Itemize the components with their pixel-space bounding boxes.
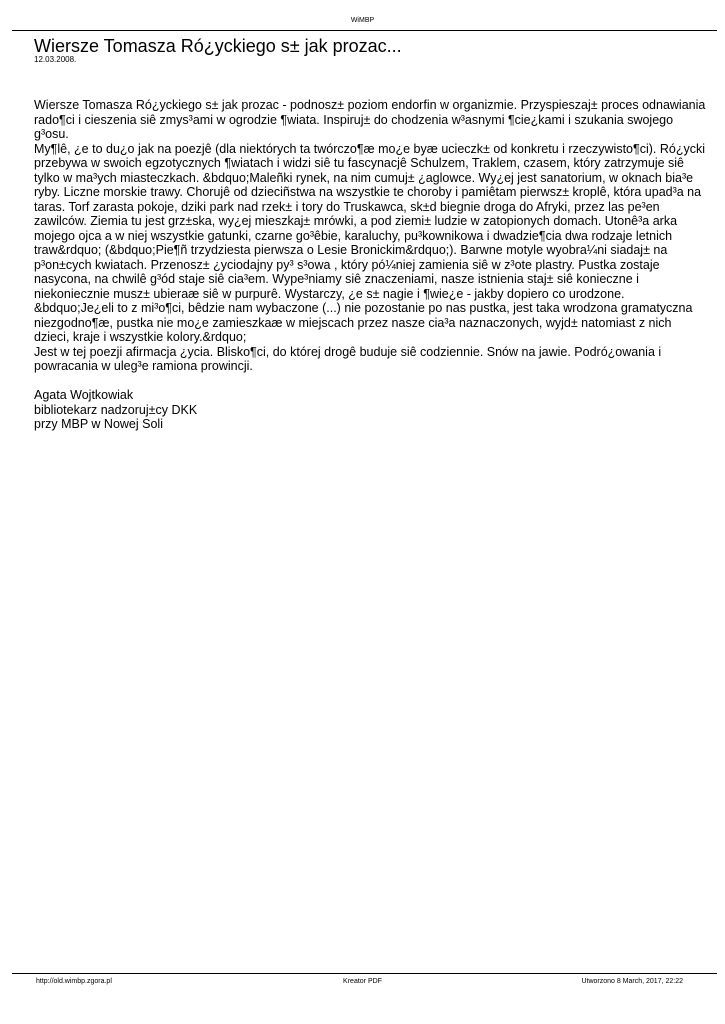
footer-created: Utworzono 8 March, 2017, 22:22: [581, 978, 683, 985]
footer-generator: Kreator PDF: [343, 978, 382, 985]
footer-url: http://old.wimbp.zgora.pl: [36, 978, 112, 985]
article-paragraph: Wiersze Tomasza Ró¿yckiego s± jak prozac - podnosz± poziom endorfin w organizmie. Przyspieszaj± proces odnawiania rado¶ci i cieszenia siê zmys³ami w ogrodzie ¶wiata. Inspiruj± do chodzenia w³asnymi ¶cie¿kami i szukania swojego g³osu.: [34, 98, 706, 141]
article-body: [34, 98, 706, 432]
signature-block: [34, 388, 706, 432]
signature-name: Agata Wojtkowiak: [34, 388, 134, 402]
signature-role: bibliotekarz nadzoruj±cy DKK: [34, 402, 198, 417]
signature-institution: przy MBP w Nowej Soli: [34, 417, 163, 431]
footer-divider: [12, 973, 717, 974]
article-paragraph: Jest w tej poezji afirmacja ¿ycia. Blisko¶ci, do której drogê buduje siê codziennie. Snów na jawie. Podró¿owania i powracania w uleg³e ramiona prowincji.: [34, 344, 662, 373]
header-site-label: WiMBP: [350, 17, 375, 24]
header-divider: [12, 30, 717, 31]
article-date: 12.03.2008.: [34, 55, 77, 64]
article-title: Wiersze Tomasza Ró¿yckiego s± jak prozac...: [34, 36, 402, 56]
article-paragraph: My¶lê, ¿e to du¿o jak na poezjê (dla niektórych ta twórczo¶æ mo¿e byæ ucieczk± od konkretu i rzeczywisto¶ci). Ró¿ycki przebywa w swoich egzotycznych ¶wiatach i widzi siê tu fascynacjê Schulzem, Traklem, czasem, który zatrzymuje siê tylko w ma³ych miasteczkach. &bdquo;Maleñki rynek, na nim cumuj± ¿aglowce. Wy¿ej jest sanatorium, w oknach bia³e ryby. Liczne morskie trawy. Chorujê od dzieciñstwa na wszystkie te choroby i pamiêtam pierwsz± kroplê, która upad³a na taras. Torf zarasta pokoje, dziki park nad rzek± i tory do Truskawca, sk±d biegnie droga do Afryki, przez las pe³en zawilców. Ziemia tu jest grz±ska, wy¿ej mieszkaj± mrówki, a pod ziemi± ludzie w zatopionych domach. Utonê³a arka mojego ojca a w niej wszystkie gatunki, czarne go³êbie, karaluchy, pu³kownikowa i dwadzie¶cia dwa rodzaje letnich traw&rdquo; (&bdquo;Pie¶ñ trzydziesta pierwsza o Lesie Bronickim&rdquo;). Barwne motyle wyobra¼ni siadaj± na p³on±cych kwiatach. Przenosz± ¿yciodajny py³ s³owa , który pó¼niej zamienia siê w z³ote plastry. Pustka zostaje nasycona, na chwilê g³ód staje siê cia³em. Wype³niamy siê znaczeniami, nasze istnienia staj± siê konieczne i niekoniecznie musz± ubieraæ siê w purpurê. Wystarczy, ¿e s± nagie i ¶wie¿e - jakby dopiero co urodzone. &bdquo;Je¿eli to z mi³o¶ci, bêdzie nam wybaczone (...) nie pozostanie po nas pustka, jest taka wrodzona gramatyczna niezgodno¶æ, pustka nie mo¿e zamieszkaæ w miejscach przez nasze cia³a naznaczonych, wyjd± natomiast z nich dzieci, kraje i wszystkie kolory.&rdquo;: [34, 141, 705, 344]
